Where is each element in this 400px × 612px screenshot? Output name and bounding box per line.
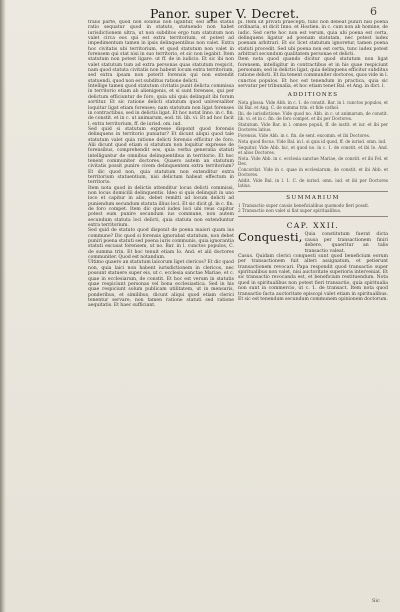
addition-item: Concordat. Vide in c. quae in ecclesiarum, de constit. et ibi Abb. et Doctores. bbox=[238, 167, 388, 178]
summarium-item: 2 Transactio non valet si fiat super spiritualibus. bbox=[238, 208, 342, 214]
chapter-body: Casus. Quidam clerici conquesti sunt quod beneficium eorum per transactionem fuit alteri assignatum, et petierunt transactionem revocari. Papa respondit quod transactio super spiritualibus non valet, nisi auctoritate superioris interveniat. Et sic transactio revocanda est, et beneficium restituendum. Nota quod in spiritualibus non potest fieri transactio, quia spiritualia non sunt in commercio, ut c. 1. de transact. Item nota quod transactio facta auctoritate episcopi valet etiam in spiritualibus. Et sic est tenendum secundum communem opinionem doctorum. bbox=[238, 254, 388, 302]
addition-item: Ibi, de iurisdictione. Vide quod no. Abb. in c. ut animarum, de constit. lib. vi. et in c. fin. de foro compet. et ibi per Doctores. bbox=[238, 111, 388, 122]
chapter-opening bbox=[238, 232, 388, 254]
right-column bbox=[238, 20, 388, 610]
left-paragraph: Sed quid si statutum expresse disponit quod forensis delinquens in territorio puniatur? Et dicunt aliqui quod tale statutum valet quia ratione delicti forensis efficitur de foro. Alii dicunt quod etiam si statutum non loquitur expresse de forensibus, comprehendit eos, quia verba generalia statuti intelliguntur de omnibus delinquentibus in territorio. Et hoc tenent communiter doctores. Quaero autem an statutum civitatis possit punire civem delinquentem extra territorium? Et dic quod non, quia statutum non extenditur extra territorium statuentium, nisi delictum habeat effectum in territorio. bbox=[88, 126, 234, 186]
addition-item: Nota quod fiscus. Vide Bal. in l. si quis id quod, ff. de iurisd. omn. iud. bbox=[238, 139, 387, 145]
right-paragraph: pi. Item sit privati praecepti, tunc non debeat puniri nisi poena ordinaria, ut dicit Inno. et Hostien. in c. cum non ab homine, de iudic. Sed certe hoc non est verum, quia ubi poena est certa, delinquens ligatur ad poenam statutam, nec potest iudex poenam arbitrari. Et sic licet statutum ignoretur, tamen poena statuti procedit. Sed ubi poena non est certa, tunc iudex potest arbitrari secundum qualitatem personae et delicti. bbox=[238, 20, 388, 58]
left-paragraph: Item nota quod in delictis attenditur locus delicti commissi, non locus domicilii delinquentis. Ideo si quis delinquit in uno loco et capitur in alio, debet remitti ad locum delicti ad puniendum secundum statuta illius loci. Et sic dicit gl. in c. fin. de foro compet. Item dic quod iudex loci ubi reus capitur potest eum punire secundum ius commune, non autem secundum statuta loci delicti, quia statuta non extenduntur extra territorium. bbox=[88, 185, 234, 229]
addition-item: Forensis. Vide Abb. in c. fin. de sent. excomm. et ibi Doctores. bbox=[238, 133, 371, 139]
right-paragraph: Item nota quod quando dicitur quod statutum non ligat forensem, intelligitur in contractibus et in his quae respiciunt personam; sed in delictis ligat, quia delinquens efficitur subditus ratione delicti. Et ita tenent communiter doctores, quos vide in l. cunctos populos. Et hoc est tenendum in practica, quia sic servatur per tribunalia, et hoc etiam tenet Bal. et Ang. in dict. l. bbox=[238, 57, 388, 90]
chapter-opening-word: Conquesti, bbox=[238, 230, 303, 245]
catchword: Sic bbox=[372, 598, 380, 604]
chapter-heading: CAP. XXII. bbox=[286, 221, 340, 231]
folio-number: 6 bbox=[370, 5, 377, 18]
additiones-heading: ADDITIONES bbox=[287, 92, 339, 99]
running-title: Panor. super V. Decret. bbox=[150, 6, 300, 21]
section-divider bbox=[238, 191, 388, 192]
left-paragraph: Intellige tamen quod statutum civitatis punit delicta commissa in territorio etiam ab alienigenis, et si sunt forenses, qui per delictum efficiuntur de foro, quia ubi quis delinquit ibi forum sortitur. Et sic ratione delicti statutum quod universaliter loquitur ligat etiam forenses; nam statutum non ligat forenses in contractibus, sed in delictis ligat. Et hoc notat Inno. in c. fin. de constit. et in c. ut animarum, eod. tit. lib. vi. Et ad hoc facit l. extra territorium, ff. de iurisd. om. iud. bbox=[88, 84, 234, 127]
left-paragraph: Sed quid de statuto quod disponit de poena maiori quam ius commune? Dic quod si forensis ignorabat statutum, non debet puniri poena statuti sed poena iuris communis, quia ignorantia statuti excusat forensem, ut no. Bar. in l. cunctos populos, C. de summa trin. Et hoc tenuit etiam Io. And. et alii doctores communiter. Quod est notandum. bbox=[88, 228, 234, 261]
addition-item: Sequitur. Vide Abb. hic, et quod no. in c. 1. de constit. et ibi Io. And. et alios Doctores. bbox=[238, 145, 388, 156]
chapter-first-line: Quia constitutum fuerat dicta causa per transactionem finiri debere, quaeritur an talis transactio valeat. bbox=[304, 232, 388, 254]
addition-item: Nota. Vide Abb. in c. ecclesia sanctae Mariae, de constit. et ibi Fel. et Dec. bbox=[238, 156, 388, 167]
left-paragraph: tralis parte, quod non solidus non ligantur, sed alius status ratio sequatur quod in statuto, statuendo non habet iurisdictionem ultra, ut non subditos ergo tum statutum non valet circa eos qui est extra territorium, et potest ad impedimentum tamen in ipsis delinquentibus non valet. Extra hoc civitatis ubi territorium, et quod statutum non valet in forensem qui stat nisi in suo territorio, et sic non legabit. Item statutum non potest ligare. ut ff. de in iudicio. Et sic ibi non valet statutum tum ad extra personas quas statutum respicit, nam quod statuta civitatis non habent locum extra territorium, sed extra ipsam non poterit forensis qui non extendit statuendi, quod non est subditus ratione delicti. bbox=[88, 20, 234, 84]
left-paragraph: Ultimo quaero an statutum laicorum liget clericos? Et dic quod non, quia laici non habent iurisdictionem in clericos, nec possunt statuere super eis, ut c. ecclesia sanctae Mariae, et c. quae in ecclesiarum, de constit. Et hoc est verum in statutis quae respiciunt personas vel bona ecclesiastica. Sed in his quae respiciunt solum publicam utilitatem, ut in mensuris, ponderibus, et similibus, dicunt aliqui quod etiam clerici tenentur servare, non tamen ratione statuti sed ratione aequitatis. Et haec sufficiant. bbox=[88, 260, 234, 309]
summarium-heading: SUMMARIUM bbox=[286, 195, 340, 202]
summarium-item: 1 Transactio super causis beneficialibus quomodo fieri possit. bbox=[238, 203, 370, 209]
page-gutter-shadow bbox=[0, 0, 6, 612]
addition-item: Nota glossa. Vide Abb. in c. 1. de constit. Bar. in l. cunctos populos, et ibi Bal. et Ang. C. de summa trin. et fide cathol. bbox=[238, 100, 388, 111]
addition-item: Addit. Vide Bal. in l. 1. C. de iurisd. omn. iud. et ibi per Doctores latius. bbox=[238, 178, 388, 189]
left-column bbox=[88, 20, 234, 598]
section-divider bbox=[238, 216, 388, 217]
addition-item: Statutum. Vide Bar. in l. omnes populi, ff. de iustit. et iur. et ibi per Doctores latius. bbox=[238, 122, 388, 133]
